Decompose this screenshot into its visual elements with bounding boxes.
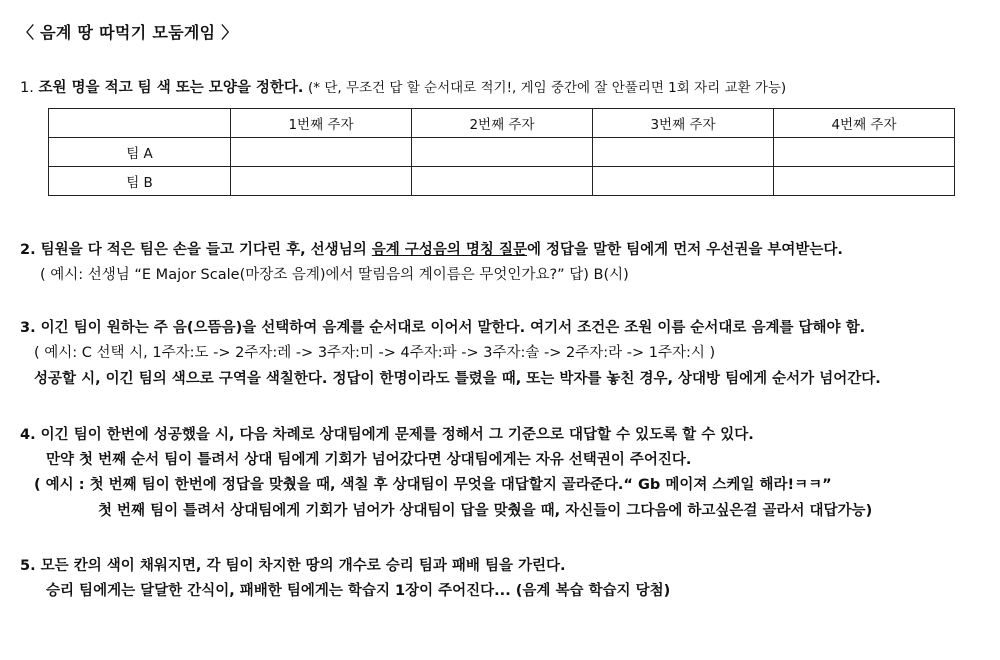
rule-2-underlined-text: 음계 구성음의 명칭 질문 [371,242,527,258]
column-header-runner-3: 3번째 주자 [593,109,774,138]
team-label-a: 팀 A [49,138,231,167]
rule-1 [20,78,786,98]
rule-3-example: ( 예시: C 선택 시, 1주자:도 -> 2주자:레 -> 3주자:미 -> 4주자:파 -> 3주자:솔 -> 2주자:라 -> 1주자:시 ) [34,345,716,361]
rule-2-text-b: 에 정답을 말한 팀에게 먼저 우선권을 부여받는다. [526,242,843,258]
rule-3-line-3: 성공할 시, 이긴 팀의 색으로 구역을 색칠한다. 정답이 한명이라도 틀렸을 때, 또는 박자를 놓친 경우, 상대방 팀에게 순서가 넘어간다. [34,371,881,387]
table-row-team-a [49,138,955,167]
document-title: 〈 음계 땅 따먹기 모둠게임 〉 [18,23,238,42]
team-a-runner-4-cell [774,138,955,167]
rule-4-line-3: ( 예시 : 첫 번째 팀이 한번에 정답을 맞췄을 때, 색칠 후 상대팀이 무엇을 대답할지 골라준다.“ Gb 메이져 스케일 해라!ㅋㅋ” [34,477,832,493]
team-b-runner-1-cell [231,167,412,196]
team-a-runner-2-cell [412,138,593,167]
team-b-runner-4-cell [774,167,955,196]
team-a-runner-3-cell [593,138,774,167]
rule-1-note: (* 단, 무조건 답 할 순서대로 적기!, 게임 중간에 잘 안풀리면 1회 자리 교환 가능) [308,80,787,96]
team-roster-table [48,108,955,196]
rule-3 [20,318,865,338]
team-b-runner-3-cell [593,167,774,196]
rule-4 [20,425,754,445]
rule-4-number: 4. [20,427,36,443]
rule-5-line-2: 승리 팀에게는 달달한 간식이, 패배한 팀에게는 학습지 1장이 주어진다... (음계 복습 학습지 당첨) [46,583,671,599]
rule-4-line-2: 만약 첫 번째 순서 팀이 틀려서 상대 팀에게 기회가 넘어갔다면 상대팀에게는 자유 선택권이 주어진다. [46,452,692,468]
rule-2-text-a: 팀원을 다 적은 팀은 손을 들고 기다린 후, 선생님의 [40,242,372,258]
rule-2 [20,240,843,260]
rule-4-line-4: 첫 번째 팀이 틀려서 상대팀에게 기회가 넘어가 상대팀이 답을 맞췄을 때, 자신들이 그다음에 하고싶은걸 골라서 대답가능) [98,503,873,519]
team-a-runner-1-cell [231,138,412,167]
column-header-runner-2: 2번째 주자 [412,109,593,138]
rule-1-text: 조원 명을 적고 팀 색 또는 모양을 정한다. [38,80,304,96]
rule-5 [20,556,566,576]
table-row-team-b [49,167,955,196]
rule-1-number: 1. [20,80,34,96]
rule-5-text: 모든 칸의 색이 채워지면, 각 팀이 차지한 땅의 개수로 승리 팀과 패배 팀을 가린다. [40,558,566,574]
rule-5-number: 5. [20,558,36,574]
rule-2-example: ( 예시: 선생님 “E Major Scale(마장조 음계)에서 딸림음의 계이름은 무엇인가요?” 답) B(시) [40,267,629,283]
column-header-runner-4: 4번째 주자 [774,109,955,138]
rule-3-text: 이긴 팀이 원하는 주 음(으뜸음)을 선택하여 음계를 순서대로 이어서 말한다. 여기서 조건은 조원 이름 순서대로 음계를 답해야 함. [40,320,866,336]
column-header-runner-1: 1번째 주자 [231,109,412,138]
rule-4-text: 이긴 팀이 한번에 성공했을 시, 다음 차례로 상대팀에게 문제를 정해서 그 기준으로 대답할 수 있도록 할 수 있다. [40,427,754,443]
rule-2-number: 2. [20,242,36,258]
team-b-runner-2-cell [412,167,593,196]
table-corner-cell [49,109,231,138]
rule-3-number: 3. [20,320,36,336]
table-header-row [49,109,955,138]
team-label-b: 팀 B [49,167,231,196]
